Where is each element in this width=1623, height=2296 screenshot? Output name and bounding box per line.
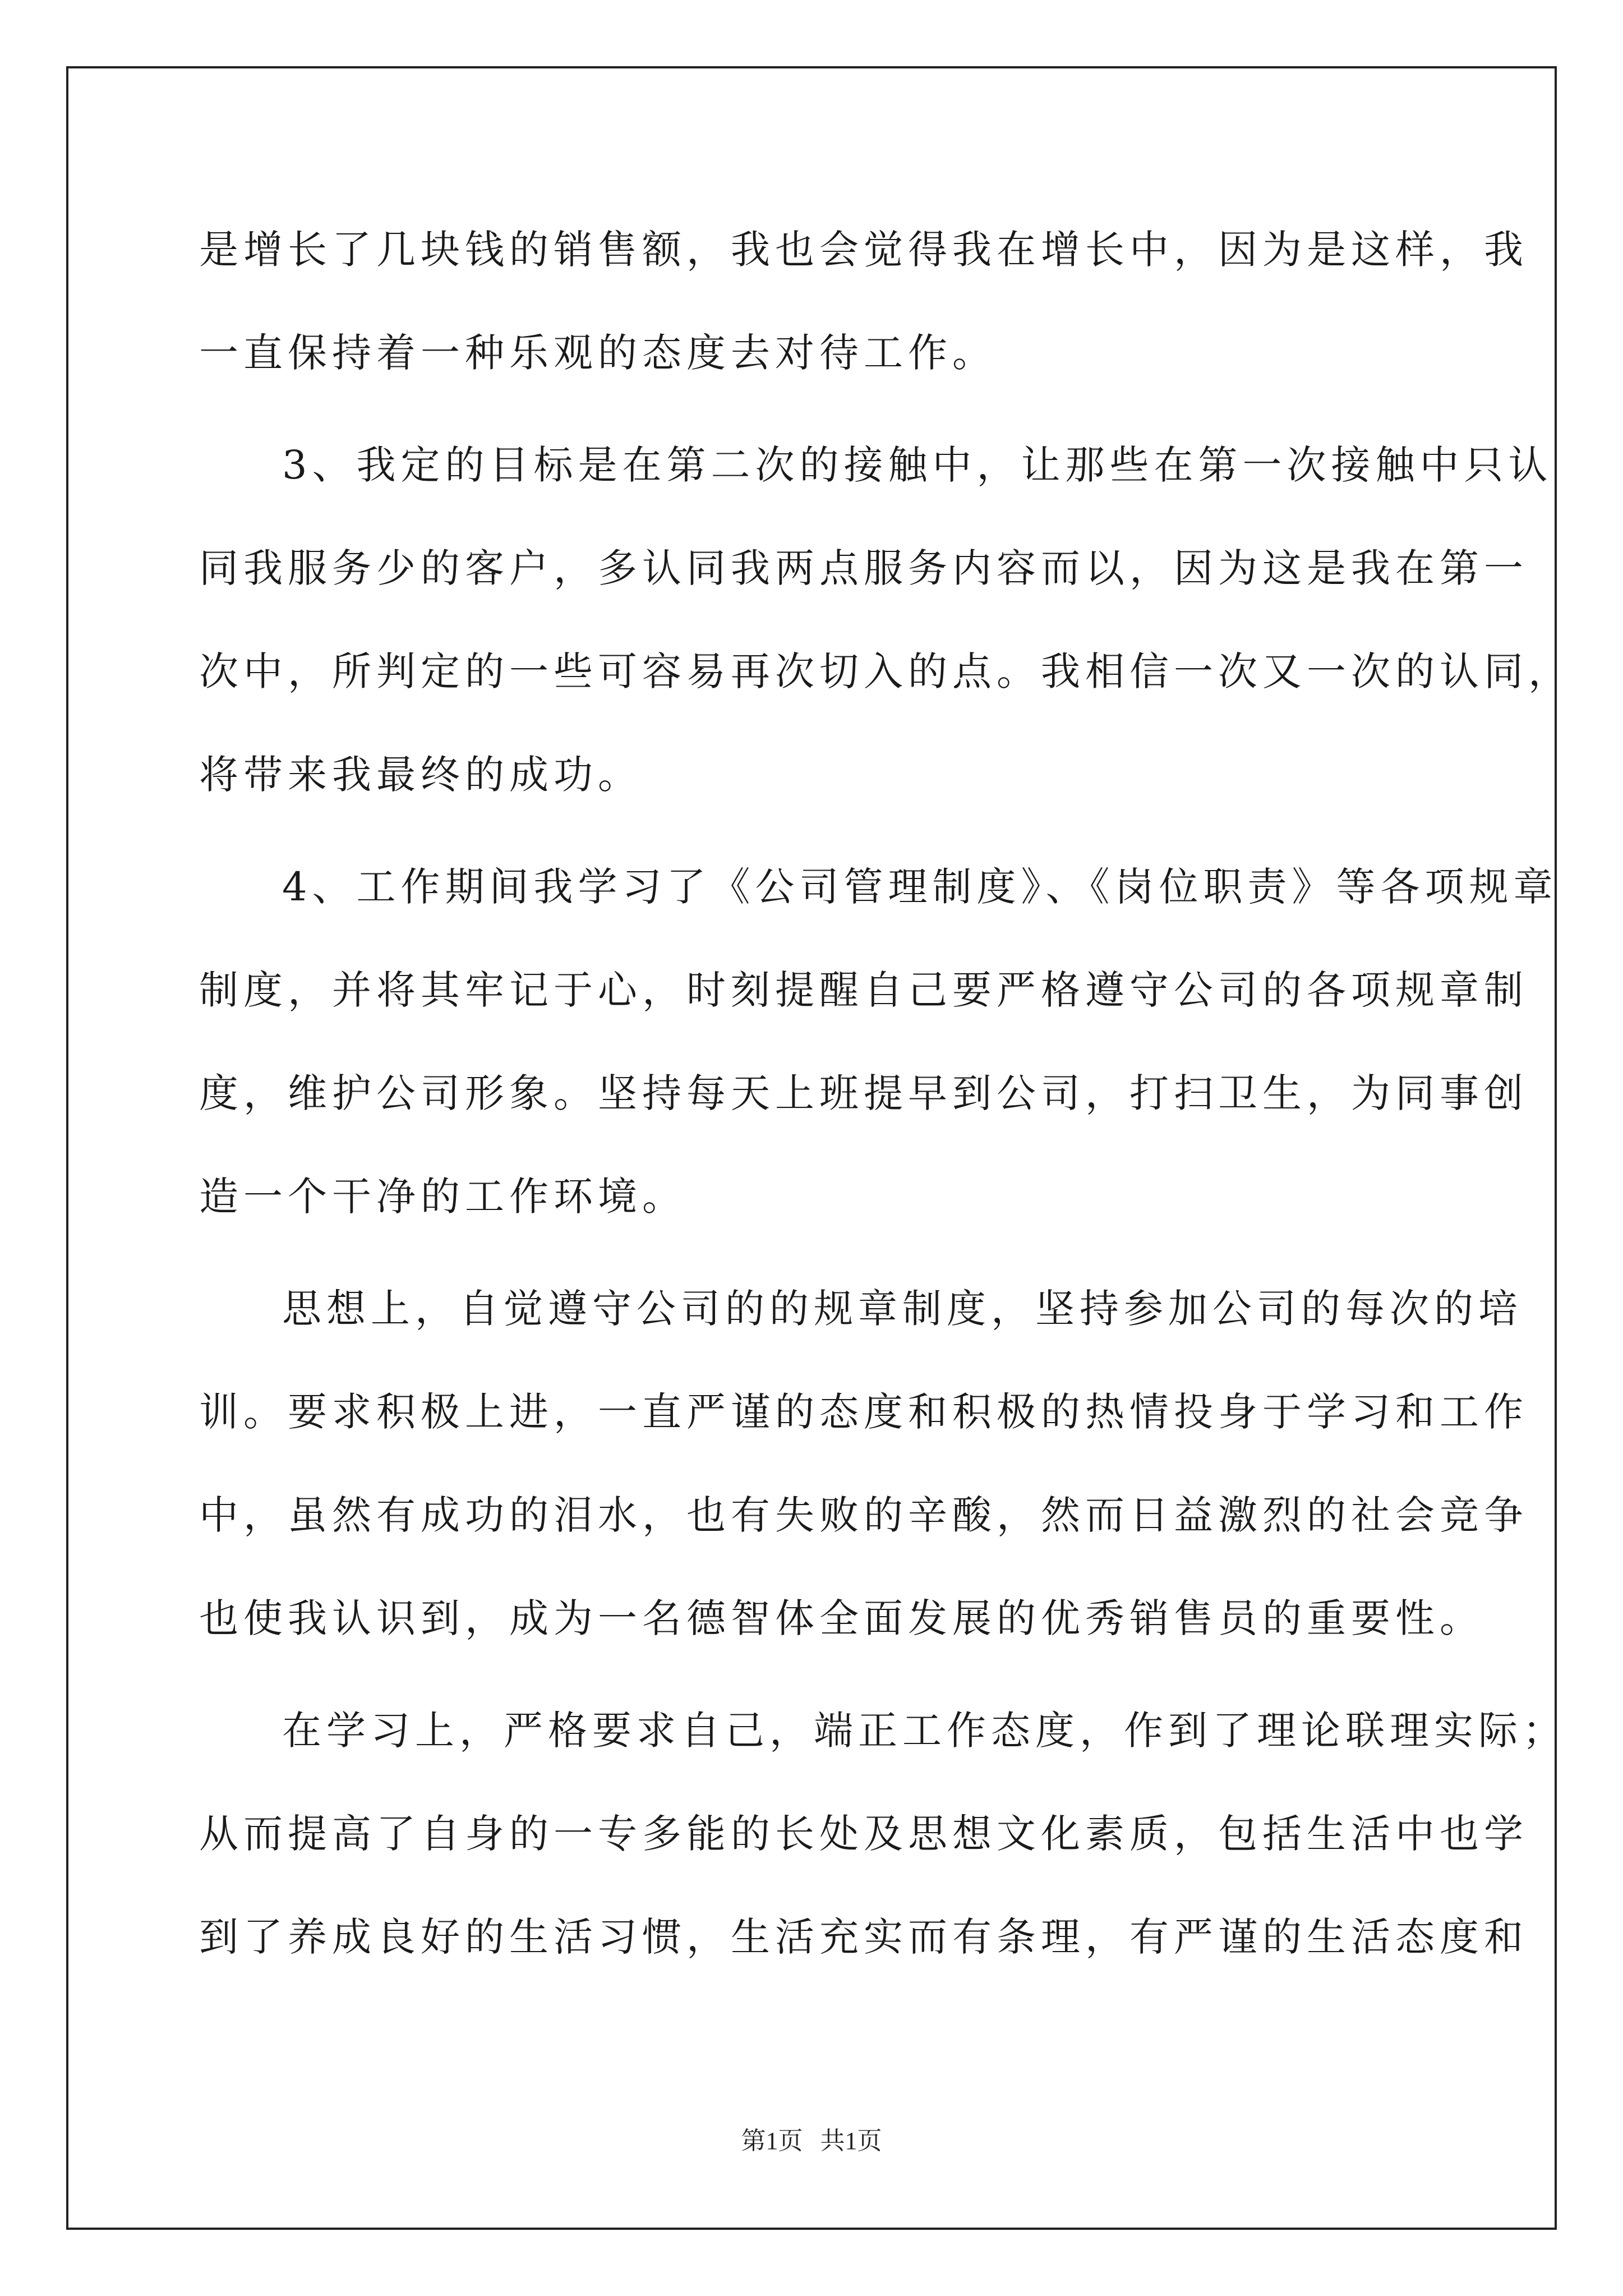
text-line: 从而提高了自身的一专多能的长处及思想文化素质，包括生活中也学 <box>199 1811 1528 1857</box>
paragraph-start-line: 3、我定的目标是在第二次的接触中，让那些在第一次接触中只认 <box>282 442 1553 488</box>
page-footer <box>0 2120 1623 2156</box>
text-line: 中，虽然有成功的泪水，也有失败的辛酸，然而日益激烈的社会竞争 <box>199 1492 1528 1538</box>
text-line: 训。要求积极上进，一直严谨的态度和积极的热情投身于学习和工作 <box>199 1389 1528 1435</box>
text-line: 也使我认识到，成为一名德智体全面发展的优秀销售员的重要性。 <box>199 1595 1484 1641</box>
paragraph-start-line: 4、工作期间我学习了《公司管理制度》、《岗位职责》等各项规章 <box>282 864 1558 910</box>
text-line: 造一个干净的工作环境。 <box>199 1174 686 1220</box>
text-line: 同我服务少的客户，多认同我两点服务内容而以，因为这是我在第一 <box>199 545 1528 591</box>
text-line: 到了养成良好的生活习惯，生活充实而有条理，有严谨的生活态度和 <box>199 1914 1528 1960</box>
text-line: 度，维护公司形象。坚持每天上班提早到公司，打扫卫生，为同事创 <box>199 1070 1528 1116</box>
text-line: 一直保持着一种乐观的态度去对待工作。 <box>199 330 997 376</box>
text-line: 将带来我最终的成功。 <box>199 752 642 798</box>
page-number-current: 第1页 <box>741 2127 803 2155</box>
text-line: 制度，并将其牢记于心，时刻提醒自己要严格遵守公司的各项规章制 <box>199 967 1528 1013</box>
paragraph-start-line: 思想上，自觉遵守公司的的规章制度，坚持参加公司的每次的培 <box>282 1286 1523 1332</box>
paragraph-start-line: 在学习上，严格要求自己，端正工作态度，作到了理论联理实际； <box>282 1708 1567 1754</box>
page-number-total: 共1页 <box>820 2127 882 2155</box>
text-line: 是增长了几块钱的销售额，我也会觉得我在增长中，因为是这样，我 <box>199 227 1528 273</box>
text-line: 次中，所判定的一些可容易再次切入的点。我相信一次又一次的认同， <box>199 648 1573 694</box>
